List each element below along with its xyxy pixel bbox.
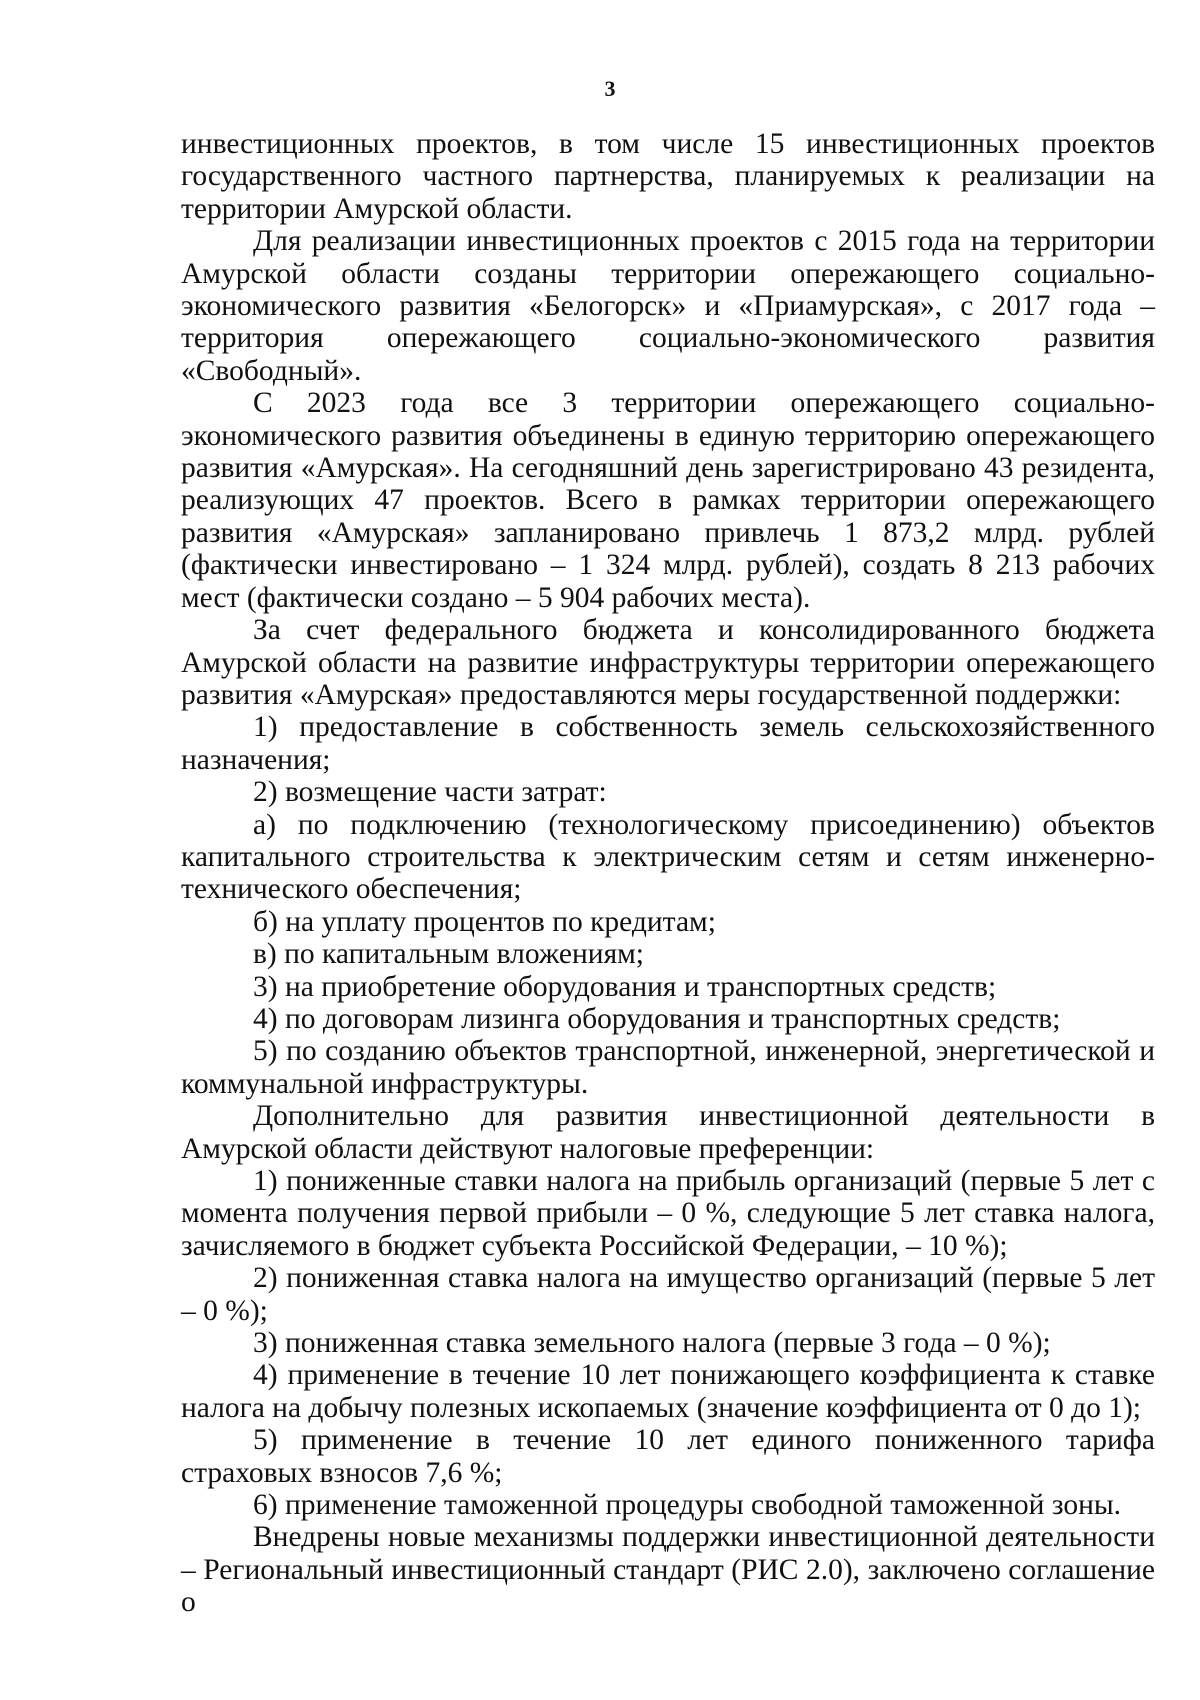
paragraph-1: инвестиционных проектов, в том числе 15 инвестиционных проектов государственного частного партнерства, планируемых к реализации на территории Амурской области. bbox=[181, 128, 1155, 225]
sub-item-b: б) на уплату процентов по кредитам; bbox=[253, 905, 716, 938]
paragraph-5: Дополнительно для развития инвестиционной деятельности в Амурской области действуют налоговые преференции: bbox=[181, 1100, 1155, 1165]
list-item-4: 4) по договорам лизинга оборудования и транспортных средств; bbox=[253, 1002, 1061, 1035]
paragraph-6: Внедрены новые механизмы поддержки инвестиционной деятельности – Региональный инвестиционный стандарт (РИС 2.0), заключено соглашение о bbox=[181, 1521, 1155, 1619]
list-item-2: 2) возмещение части затрат: bbox=[253, 776, 607, 809]
list-item-3: 3) на приобретение оборудования и транспортных средств; bbox=[253, 970, 997, 1003]
paragraph-2: Для реализации инвестиционных проектов с 2015 года на территории Амурской области созданы территории опережающего социально-экономического развития «Белогорск» и «Приамурская», с 2017 года – территория опережающего социально-экономического развития «Свободный». bbox=[181, 225, 1155, 387]
tax-item-4: 4) применение в течение 10 лет понижающего коэффициента к ставке налога на добычу полезных ископаемых (значение коэффициента от 0 до 1); bbox=[181, 1359, 1155, 1424]
page-number: 3 bbox=[604, 76, 616, 101]
sub-item-v: в) по капитальным вложениям; bbox=[253, 938, 645, 971]
paragraph-3: С 2023 года все 3 территории опережающего социально-экономического развития объединены в единую территорию опережающего развития «Амурская». На сегодняшний день зарегистрировано 43 резидента, реализующих 47 проектов. Всего в рамках территории опережающего развития «Амурская» запланировано привлечь 1 873,2 млрд. рублей (фактически инвестировано – 1 324 млрд. рублей), создать 8 213 рабочих мест (фактически создано – 5 904 рабочих места). bbox=[181, 387, 1155, 614]
tax-item-6: 6) применение таможенной процедуры свободной таможенной зоны. bbox=[253, 1489, 1122, 1522]
list-item-5: 5) по созданию объектов транспортной, инженерной, энергетической и коммунальной инфраструктуры. bbox=[181, 1035, 1155, 1100]
document-body bbox=[181, 128, 1155, 1619]
tax-item-3: 3) пониженная ставка земельного налога (первые 3 года – 0 %); bbox=[253, 1327, 1051, 1360]
list-item-1: 1) предоставление в собственность земель сельскохозяйственного назначения; bbox=[181, 711, 1155, 776]
paragraph-4: За счет федерального бюджета и консолидированного бюджета Амурской области на развитие инфраструктуры территории опережающего развития «Амурская» предоставляются меры государственной поддержки: bbox=[181, 614, 1155, 711]
tax-item-5: 5) применение в течение 10 лет единого пониженного тарифа страховых взносов 7,6 %; bbox=[181, 1424, 1155, 1489]
tax-item-1: 1) пониженные ставки налога на прибыль организаций (первые 5 лет с момента получения первой прибыли – 0 %, следующие 5 лет ставка налога, зачисляемого в бюджет субъекта Российской Федерации, – 10 %); bbox=[181, 1165, 1155, 1262]
sub-item-a: а) по подключению (технологическому присоединению) объектов капитального строительства к электрическим сетям и сетям инженерно-технического обеспечения; bbox=[181, 808, 1155, 906]
tax-item-2: 2) пониженная ставка налога на имущество организаций (первые 5 лет – 0 %); bbox=[181, 1262, 1155, 1327]
